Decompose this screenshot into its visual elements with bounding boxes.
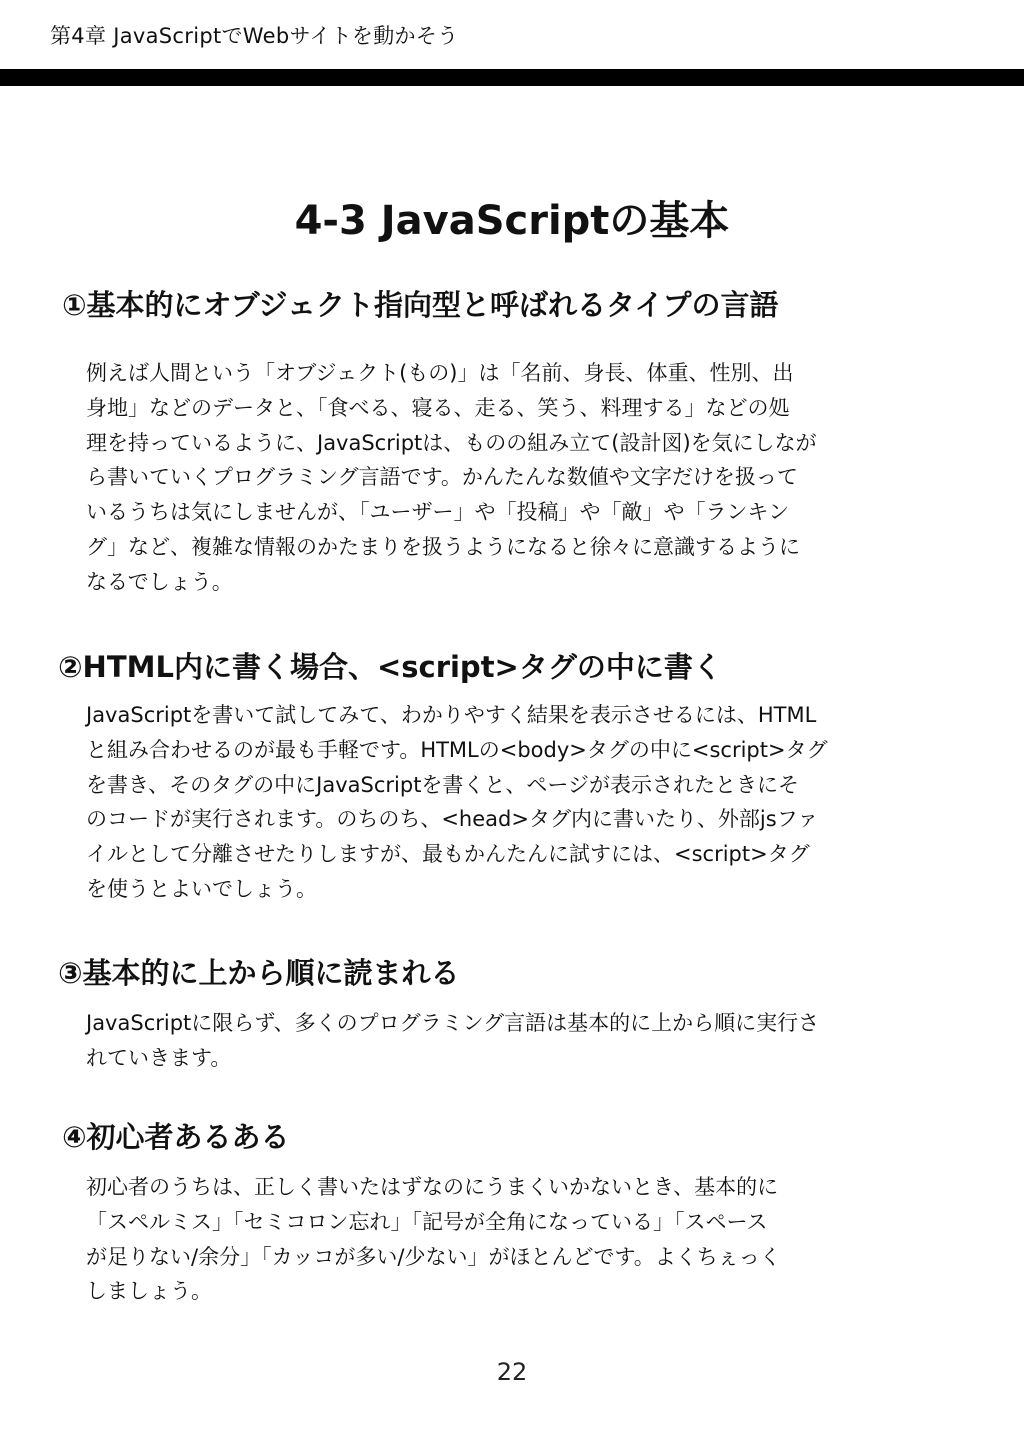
- body-line: JavaScriptに限らず、多くのプログラミング言語は基本的に上から順に実行さ: [86, 1011, 820, 1035]
- body-line: れていきます。: [86, 1045, 232, 1070]
- body-line: 初心者のうちは、正しく書いたはずなのにうまくいかないとき、基本的に: [86, 1175, 779, 1199]
- body-line: ら書いていくプログラミング言語です。かんたんな数値や文字だけを扱って: [86, 465, 798, 490]
- body-line: を書き、そのタグの中にJavaScriptを書くと、ページが表示されたときにそ: [86, 772, 800, 797]
- section-body-3: [86, 1006, 916, 1076]
- body-line: JavaScriptを書いて試してみて、わかりやすく結果を表示させるには、HTML: [86, 703, 817, 727]
- section-body-1: [86, 356, 916, 600]
- body-line: のコードが実行されます。のちのち、<head>タグ内に書いたり、外部jsファ: [86, 807, 819, 832]
- section-heading-2: ②HTML内に書く場合、<script>タグの中に書く: [58, 650, 722, 684]
- body-line: 身地」などのデータと、「食べる、寝る、走る、笑う、料理する」などの処: [86, 395, 790, 420]
- body-line: を使うとよいでしょう。: [86, 876, 317, 901]
- header-rule: [0, 69, 1024, 86]
- body-line: 例えば人間という「オブジェクト(もの)」は「名前、身長、体重、性別、出: [86, 361, 794, 385]
- body-line: が足りない/余分」「カッコが多い/少ない」がほとんどです。よくちぇっく: [86, 1244, 781, 1269]
- body-line: なるでしょう。: [86, 569, 233, 594]
- section-heading-1: ①基本的にオブジェクト指向型と呼ばれるタイプの言語: [62, 288, 779, 322]
- section-body-4: [86, 1170, 916, 1309]
- body-line: イルとして分離させたりしますが、最もかんたんに試すには、<script>タグ: [86, 842, 810, 867]
- section-heading-4: ④初心者あるある: [62, 1120, 290, 1154]
- section-heading-3: ③基本的に上から順に読まれる: [58, 956, 460, 990]
- body-line: いるうちは気にしませんが、「ユーザー」や「投稿」や「敵」や「ランキン: [86, 500, 790, 525]
- body-line: 「スペルミス」「セミコロン忘れ」「記号が全角になっている」「スペース: [86, 1209, 768, 1234]
- chapter-header: 第4章 JavaScriptでWebサイトを動かそう: [50, 24, 459, 48]
- page-number: 22: [496, 1358, 528, 1386]
- body-line: しましょう。: [86, 1279, 212, 1304]
- section-body-2: [86, 698, 916, 907]
- body-line: と組み合わせるのが最も手軽です。HTMLの<body>タグの中に<script>タグ: [86, 737, 828, 762]
- page-title: 4-3 JavaScriptの基本: [294, 198, 730, 244]
- body-line: グ」など、複雑な情報のかたまりを扱うようになると徐々に意識するように: [86, 534, 800, 559]
- body-line: 理を持っているように、JavaScriptは、ものの組み立て(設計図)を気にしなが: [86, 430, 817, 455]
